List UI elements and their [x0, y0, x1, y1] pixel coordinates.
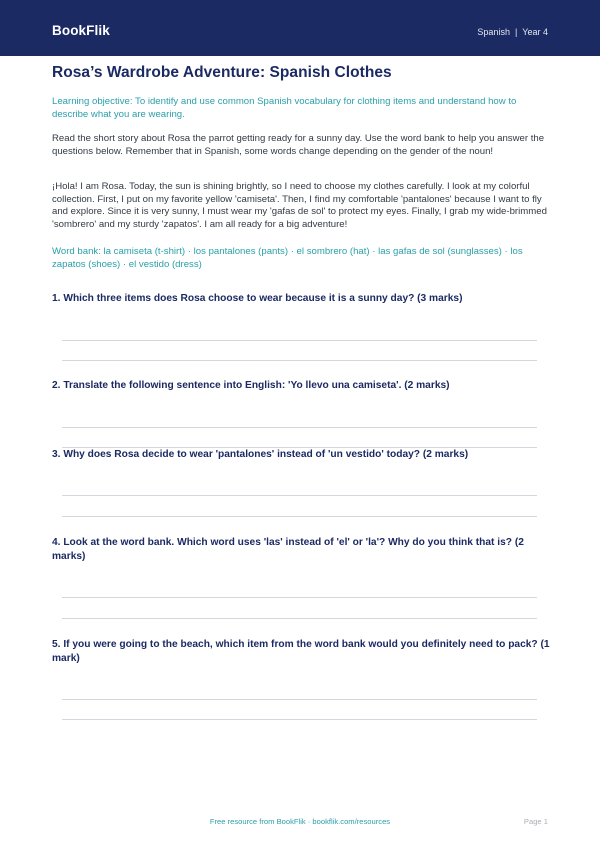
- answer-line-1b[interactable]: [62, 360, 537, 361]
- answer-line-5a[interactable]: [62, 699, 537, 700]
- answer-line-3b[interactable]: [62, 516, 537, 517]
- year-label: Year 4: [522, 27, 548, 37]
- learning-objective: Learning objective: To identify and use common Spanish vocabulary for clothing items and understand how to describe what you are wearing.: [52, 96, 517, 120]
- instructions-paragraph: Read the short story about Rosa the parrot getting ready for a sunny day. Use the word bank to help you answer the questions below. Remember that in Spanish, some words change depending on the gender of the noun!: [52, 133, 545, 157]
- question-1: 1. Which three items does Rosa choose to wear because it is a sunny day? (3 marks): [52, 293, 463, 304]
- answer-line-3a[interactable]: [62, 495, 537, 496]
- subject-label: Spanish: [477, 27, 510, 37]
- answer-line-2a[interactable]: [62, 427, 537, 428]
- question-2: 2. Translate the following sentence into English: 'Yo llevo una camiseta'. (2 marks): [52, 380, 450, 391]
- answer-line-4b[interactable]: [62, 618, 537, 619]
- story-paragraph: ¡Hola! I am Rosa. Today, the sun is shining brightly, so I need to choose my clothes carefully. I look at my colorful collection. First, I put on my favorite yellow 'camiseta'. Then, I find my comfortable 'pantalones' because I want to fly and explore. Since it is very sunny, I must wear my 'gafas de sol' to protect my eyes. Finally, I grab my wide-brimmed 'sombrero' and my sturdy 'zapatos'. I am all ready for a big adventure!: [52, 181, 547, 230]
- answer-line-5b[interactable]: [62, 719, 537, 720]
- worksheet-title: Rosa’s Wardrobe Adventure: Spanish Clothes: [52, 64, 392, 81]
- page-number: Page 1: [523, 817, 548, 826]
- brand-logo[interactable]: BookFlik: [52, 23, 110, 38]
- word-bank: Word bank: la camiseta (t-shirt) · los pantalones (pants) · el sombrero (hat) · las gafas de sol (sunglasses) · los zapatos (shoes) · el vestido (dress): [52, 246, 523, 270]
- meta-separator: |: [514, 27, 518, 37]
- question-4: 4. Look at the word bank. Which word uses 'las' instead of 'el' or 'la'? Why do you think that is? (2 marks): [52, 537, 524, 562]
- answer-line-1a[interactable]: [62, 340, 537, 341]
- question-5: 5. If you were going to the beach, which item from the word bank would you definitely need to pack? (1 mark): [52, 639, 550, 664]
- page-header: [0, 0, 600, 56]
- question-3: 3. Why does Rosa decide to wear 'pantalones' instead of 'un vestido' today? (2 marks): [52, 449, 469, 460]
- subject-year-label: [477, 27, 548, 37]
- answer-line-4a[interactable]: [62, 597, 537, 598]
- footer-credit[interactable]: Free resource from BookFlik · bookflik.com/resources: [209, 817, 391, 826]
